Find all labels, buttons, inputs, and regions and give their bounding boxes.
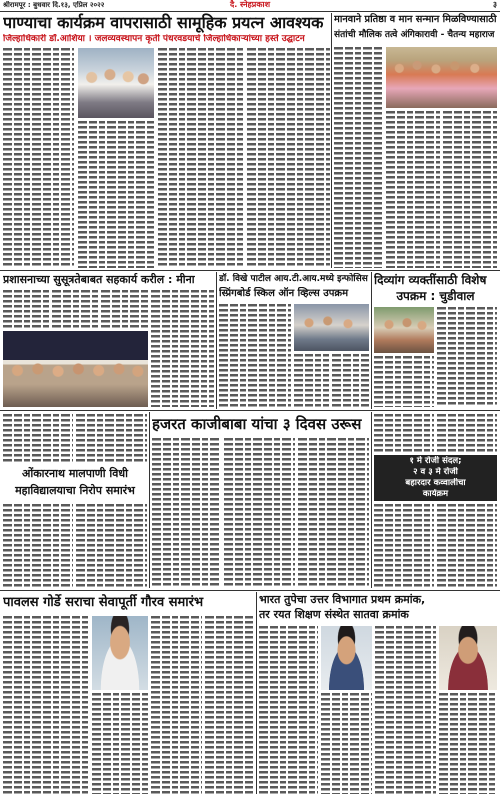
photo-portrait [321, 626, 372, 690]
headline: हजरत काजीबाबा यांचा ३ दिवस उरूस [152, 415, 362, 433]
paper-name: दै. स्नेहप्रकाश [229, 0, 271, 9]
body-text-column [3, 616, 89, 794]
column-rule [331, 13, 332, 268]
body-text-column [3, 290, 49, 328]
body-text-column [386, 111, 440, 268]
body-text-column [437, 414, 497, 452]
masthead-dateline: श्रीरामपूर : बुधवार दि.१३, एप्रिल २०२२ [3, 1, 105, 9]
headline-line-2: स्प्रिंगबोर्ड स्किल ऑन व्हिल्स उपक्रम [219, 288, 349, 299]
body-text-column [158, 48, 243, 268]
photo-iti-program [294, 304, 369, 351]
page-number: ३ [492, 0, 497, 9]
masthead-rule [0, 11, 500, 12]
body-text-column [443, 111, 497, 268]
photo-devotees-gathering [386, 47, 497, 108]
body-text-column [3, 504, 73, 587]
body-text-column [374, 414, 434, 452]
photo-portrait [92, 616, 148, 690]
body-text-column [332, 354, 369, 407]
headline: पाण्याचा कार्यक्रम वापरासाठी सामूहिक प्रयत्न आवश्यक [3, 13, 324, 32]
column-rule [149, 412, 150, 588]
column-rule [371, 412, 372, 588]
program-highlight-box [374, 455, 497, 501]
body-text-column [78, 121, 154, 268]
body-text-column [152, 438, 221, 587]
body-text-column [298, 438, 369, 587]
body-text-column [375, 626, 436, 794]
body-text-column [321, 693, 372, 794]
body-text-column [334, 47, 383, 268]
section-rule [0, 410, 500, 411]
subheadline: जिल्हाधिकारी डॉ.आशिया । जलव्यवस्थापन कृती पंधरवडयाचे जिल्हाधिकाऱ्यांच्या हस्ते उद्घाटन [3, 34, 305, 44]
headline-line-2: तर रयत शिक्षण संस्थेत सातवा क्रमांक [259, 608, 409, 621]
headline-line-2: महाविद्यालयाचा निरोप समारंभ [15, 484, 135, 497]
headline-line-1: डॉ. विखे पाटील आय.टी.आय.मध्ये इन्फोसिस [219, 274, 368, 284]
body-text-column [92, 693, 148, 794]
headline-line-1: दिव्यांग व्यक्तींसाठी विशेष [374, 273, 487, 287]
box-line: २ व ३ मे रोजी [413, 467, 458, 477]
body-text-column [3, 48, 74, 268]
section-rule [0, 270, 500, 271]
body-text-column [294, 354, 329, 407]
body-text-column [374, 504, 434, 587]
headline: पावलस गोर्डे सराचा सेवापूर्ती गौरव समारंभ [3, 595, 204, 610]
body-text-column [52, 290, 98, 328]
box-line: कार्यक्रम [422, 489, 449, 499]
body-text-column [259, 626, 318, 794]
headline-line-1: ओंकारनाथ मालपाणी विधी [21, 467, 129, 480]
photo-felicitation-stage [3, 331, 148, 407]
body-text-column [374, 356, 434, 407]
body-text-column [76, 504, 147, 587]
headline-line-1: भारत तुपेचा उत्तर विभागात प्रथम क्रमांक, [259, 593, 426, 606]
photo-portrait [439, 626, 497, 690]
body-text-column [151, 616, 202, 794]
box-line: १ मे रोजी संदल; [409, 456, 462, 466]
photo-divyang-program [374, 307, 434, 353]
column-rule [216, 272, 217, 409]
body-text-column [437, 307, 497, 407]
box-line: बहारदार कव्वालीचा [405, 478, 466, 488]
headline-line-2: उपक्रम : चुडीवाल [396, 289, 475, 303]
headline: प्रशासनाच्या सुसूत्रतेबाबत सहकार्य करील : मीना [3, 273, 195, 286]
section-rule [0, 590, 500, 591]
body-text-column [219, 304, 291, 407]
body-text-column [151, 290, 214, 407]
body-text-column [3, 414, 73, 462]
body-text-column [76, 414, 147, 462]
body-text-column [439, 693, 497, 794]
body-text-column [205, 616, 254, 794]
body-text-column [437, 504, 497, 587]
headline-line-1: मानवाने प्रतिष्ठा व मान सन्मान मिळविण्यासाठी [334, 14, 497, 25]
column-rule [371, 272, 372, 409]
body-text-column [101, 290, 148, 328]
column-rule [256, 592, 257, 794]
body-text-column [247, 48, 330, 268]
headline-line-2: संतांची मौलिक तत्वे अंगिकारावी - चैतन्य महाराज [334, 30, 495, 40]
photo-water-inauguration [78, 48, 154, 118]
body-text-column [224, 438, 295, 587]
